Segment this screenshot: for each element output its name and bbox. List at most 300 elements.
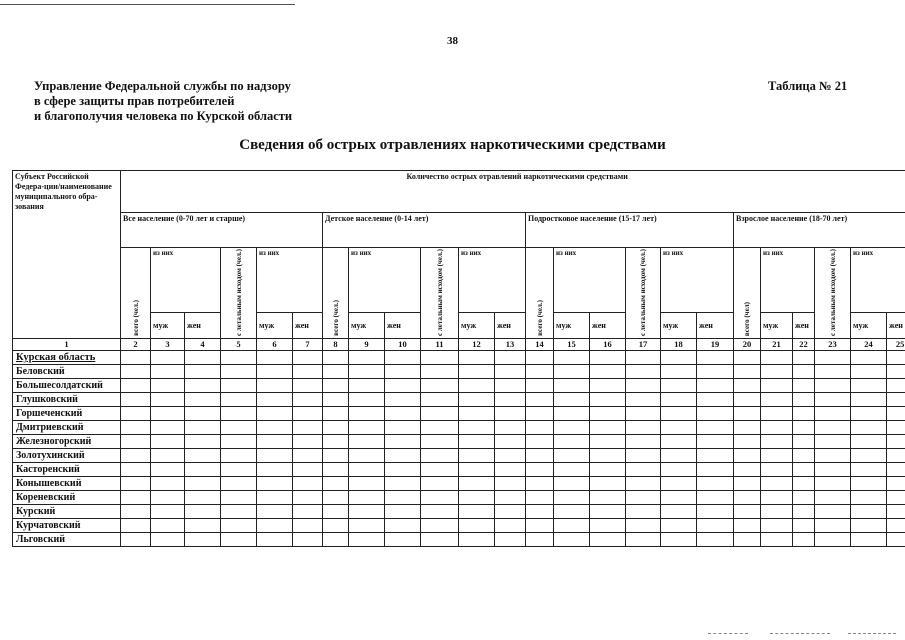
table-cell[interactable] (590, 365, 626, 379)
table-cell[interactable] (697, 449, 734, 463)
table-cell[interactable] (793, 393, 815, 407)
table-cell[interactable] (851, 407, 887, 421)
table-cell[interactable] (459, 393, 495, 407)
table-cell[interactable] (661, 491, 697, 505)
table-cell[interactable] (590, 379, 626, 393)
table-cell[interactable] (151, 393, 185, 407)
table-cell[interactable] (185, 365, 221, 379)
table-cell[interactable] (697, 477, 734, 491)
table-cell[interactable] (734, 477, 761, 491)
table-cell[interactable] (185, 421, 221, 435)
table-cell[interactable] (323, 379, 349, 393)
table-cell[interactable] (626, 393, 661, 407)
table-cell[interactable] (697, 435, 734, 449)
table-cell[interactable] (323, 533, 349, 547)
table-cell[interactable] (421, 449, 459, 463)
table-cell[interactable] (661, 407, 697, 421)
table-cell[interactable] (887, 379, 905, 393)
table-cell[interactable] (526, 435, 554, 449)
table-cell[interactable] (554, 449, 590, 463)
table-cell[interactable] (293, 463, 323, 477)
table-cell[interactable] (385, 365, 421, 379)
table-cell[interactable] (761, 477, 793, 491)
table-cell[interactable] (293, 533, 323, 547)
table-cell[interactable] (257, 533, 293, 547)
table-cell[interactable] (793, 449, 815, 463)
table-cell[interactable] (697, 505, 734, 519)
table-cell[interactable] (293, 505, 323, 519)
table-cell[interactable] (257, 505, 293, 519)
table-cell[interactable] (293, 449, 323, 463)
table-cell[interactable] (323, 505, 349, 519)
table-cell[interactable] (815, 505, 851, 519)
table-cell[interactable] (257, 421, 293, 435)
table-cell[interactable] (421, 379, 459, 393)
table-cell[interactable] (697, 407, 734, 421)
table-cell[interactable] (349, 533, 385, 547)
table-cell[interactable] (793, 435, 815, 449)
table-cell[interactable] (257, 407, 293, 421)
table-cell[interactable] (526, 393, 554, 407)
table-cell[interactable] (151, 421, 185, 435)
table-cell[interactable] (697, 491, 734, 505)
table-cell[interactable] (185, 449, 221, 463)
table-cell[interactable] (815, 477, 851, 491)
table-cell[interactable] (661, 351, 697, 365)
table-cell[interactable] (590, 421, 626, 435)
table-cell[interactable] (887, 421, 905, 435)
table-cell[interactable] (734, 533, 761, 547)
table-cell[interactable] (590, 477, 626, 491)
table-cell[interactable] (815, 533, 851, 547)
table-cell[interactable] (761, 519, 793, 533)
table-cell[interactable] (151, 505, 185, 519)
table-cell[interactable] (121, 505, 151, 519)
table-cell[interactable] (526, 407, 554, 421)
table-cell[interactable] (554, 351, 590, 365)
table-cell[interactable] (851, 421, 887, 435)
table-cell[interactable] (793, 463, 815, 477)
table-cell[interactable] (185, 505, 221, 519)
table-cell[interactable] (697, 463, 734, 477)
table-cell[interactable] (661, 533, 697, 547)
table-cell[interactable] (349, 351, 385, 365)
table-cell[interactable] (293, 393, 323, 407)
table-cell[interactable] (459, 505, 495, 519)
table-cell[interactable] (887, 393, 905, 407)
table-cell[interactable] (185, 379, 221, 393)
table-cell[interactable] (151, 435, 185, 449)
table-cell[interactable] (323, 519, 349, 533)
table-cell[interactable] (257, 435, 293, 449)
table-cell[interactable] (151, 477, 185, 491)
table-cell[interactable] (590, 351, 626, 365)
table-cell[interactable] (887, 519, 905, 533)
table-cell[interactable] (459, 491, 495, 505)
table-cell[interactable] (554, 477, 590, 491)
table-cell[interactable] (151, 533, 185, 547)
table-cell[interactable] (495, 365, 526, 379)
table-cell[interactable] (385, 393, 421, 407)
table-cell[interactable] (221, 491, 257, 505)
table-cell[interactable] (421, 519, 459, 533)
table-cell[interactable] (851, 505, 887, 519)
table-cell[interactable] (815, 421, 851, 435)
table-cell[interactable] (323, 393, 349, 407)
table-cell[interactable] (459, 351, 495, 365)
table-cell[interactable] (554, 393, 590, 407)
table-cell[interactable] (626, 421, 661, 435)
table-cell[interactable] (554, 435, 590, 449)
table-cell[interactable] (323, 421, 349, 435)
table-cell[interactable] (185, 351, 221, 365)
table-cell[interactable] (459, 519, 495, 533)
table-cell[interactable] (851, 393, 887, 407)
table-cell[interactable] (349, 365, 385, 379)
table-cell[interactable] (495, 505, 526, 519)
table-cell[interactable] (815, 491, 851, 505)
table-cell[interactable] (590, 407, 626, 421)
table-cell[interactable] (761, 491, 793, 505)
table-cell[interactable] (385, 533, 421, 547)
table-cell[interactable] (851, 477, 887, 491)
table-cell[interactable] (761, 463, 793, 477)
table-cell[interactable] (293, 421, 323, 435)
table-cell[interactable] (554, 491, 590, 505)
table-cell[interactable] (590, 519, 626, 533)
table-cell[interactable] (459, 463, 495, 477)
table-cell[interactable] (323, 491, 349, 505)
table-cell[interactable] (151, 519, 185, 533)
table-cell[interactable] (526, 477, 554, 491)
table-cell[interactable] (815, 351, 851, 365)
table-cell[interactable] (349, 379, 385, 393)
table-cell[interactable] (590, 463, 626, 477)
table-cell[interactable] (734, 351, 761, 365)
table-cell[interactable] (385, 505, 421, 519)
table-cell[interactable] (257, 393, 293, 407)
table-cell[interactable] (121, 477, 151, 491)
table-cell[interactable] (626, 365, 661, 379)
table-cell[interactable] (697, 421, 734, 435)
table-cell[interactable] (734, 491, 761, 505)
table-cell[interactable] (851, 435, 887, 449)
table-cell[interactable] (661, 463, 697, 477)
table-cell[interactable] (459, 365, 495, 379)
table-cell[interactable] (734, 365, 761, 379)
table-cell[interactable] (697, 519, 734, 533)
table-cell[interactable] (761, 407, 793, 421)
table-cell[interactable] (121, 533, 151, 547)
table-cell[interactable] (151, 463, 185, 477)
table-cell[interactable] (590, 449, 626, 463)
table-cell[interactable] (293, 491, 323, 505)
table-cell[interactable] (590, 393, 626, 407)
table-cell[interactable] (221, 505, 257, 519)
table-cell[interactable] (121, 365, 151, 379)
table-cell[interactable] (554, 463, 590, 477)
table-cell[interactable] (421, 477, 459, 491)
table-cell[interactable] (257, 351, 293, 365)
table-cell[interactable] (554, 407, 590, 421)
table-cell[interactable] (185, 519, 221, 533)
table-cell[interactable] (323, 449, 349, 463)
table-cell[interactable] (385, 421, 421, 435)
table-cell[interactable] (815, 365, 851, 379)
table-cell[interactable] (554, 519, 590, 533)
table-cell[interactable] (121, 407, 151, 421)
table-cell[interactable] (590, 435, 626, 449)
table-cell[interactable] (761, 365, 793, 379)
table-cell[interactable] (349, 477, 385, 491)
table-cell[interactable] (626, 463, 661, 477)
table-cell[interactable] (185, 491, 221, 505)
table-cell[interactable] (495, 393, 526, 407)
table-cell[interactable] (185, 477, 221, 491)
table-cell[interactable] (887, 491, 905, 505)
table-cell[interactable] (459, 407, 495, 421)
table-cell[interactable] (257, 379, 293, 393)
table-cell[interactable] (626, 379, 661, 393)
table-cell[interactable] (385, 477, 421, 491)
table-cell[interactable] (626, 407, 661, 421)
table-cell[interactable] (121, 519, 151, 533)
table-cell[interactable] (421, 491, 459, 505)
table-cell[interactable] (385, 351, 421, 365)
table-cell[interactable] (526, 421, 554, 435)
table-cell[interactable] (385, 463, 421, 477)
table-cell[interactable] (323, 463, 349, 477)
table-cell[interactable] (121, 491, 151, 505)
table-cell[interactable] (221, 519, 257, 533)
table-cell[interactable] (495, 435, 526, 449)
table-cell[interactable] (121, 393, 151, 407)
table-cell[interactable] (495, 491, 526, 505)
table-cell[interactable] (815, 393, 851, 407)
table-cell[interactable] (385, 519, 421, 533)
table-cell[interactable] (887, 407, 905, 421)
table-cell[interactable] (185, 533, 221, 547)
table-cell[interactable] (293, 477, 323, 491)
table-cell[interactable] (793, 351, 815, 365)
table-cell[interactable] (793, 407, 815, 421)
table-cell[interactable] (815, 519, 851, 533)
table-cell[interactable] (151, 365, 185, 379)
table-cell[interactable] (554, 505, 590, 519)
table-cell[interactable] (349, 505, 385, 519)
table-cell[interactable] (293, 365, 323, 379)
table-cell[interactable] (526, 365, 554, 379)
table-cell[interactable] (526, 379, 554, 393)
table-cell[interactable] (793, 421, 815, 435)
table-cell[interactable] (185, 435, 221, 449)
table-cell[interactable] (185, 463, 221, 477)
table-cell[interactable] (421, 421, 459, 435)
table-cell[interactable] (526, 505, 554, 519)
table-cell[interactable] (887, 477, 905, 491)
table-cell[interactable] (887, 351, 905, 365)
table-cell[interactable] (221, 407, 257, 421)
table-cell[interactable] (761, 449, 793, 463)
table-cell[interactable] (661, 421, 697, 435)
table-cell[interactable] (495, 421, 526, 435)
table-cell[interactable] (851, 519, 887, 533)
table-cell[interactable] (793, 365, 815, 379)
table-cell[interactable] (323, 365, 349, 379)
table-cell[interactable] (323, 407, 349, 421)
table-cell[interactable] (421, 393, 459, 407)
table-cell[interactable] (626, 533, 661, 547)
table-cell[interactable] (349, 463, 385, 477)
table-cell[interactable] (421, 435, 459, 449)
table-cell[interactable] (697, 533, 734, 547)
table-cell[interactable] (293, 379, 323, 393)
table-cell[interactable] (349, 519, 385, 533)
table-cell[interactable] (697, 379, 734, 393)
table-cell[interactable] (349, 449, 385, 463)
table-cell[interactable] (734, 435, 761, 449)
table-cell[interactable] (761, 435, 793, 449)
table-cell[interactable] (661, 393, 697, 407)
table-cell[interactable] (626, 505, 661, 519)
table-cell[interactable] (661, 379, 697, 393)
table-cell[interactable] (526, 491, 554, 505)
table-cell[interactable] (221, 533, 257, 547)
table-cell[interactable] (661, 505, 697, 519)
table-cell[interactable] (349, 393, 385, 407)
table-cell[interactable] (554, 421, 590, 435)
table-cell[interactable] (626, 477, 661, 491)
table-cell[interactable] (323, 351, 349, 365)
table-cell[interactable] (626, 435, 661, 449)
table-cell[interactable] (793, 379, 815, 393)
table-cell[interactable] (887, 449, 905, 463)
table-cell[interactable] (257, 491, 293, 505)
table-cell[interactable] (293, 351, 323, 365)
table-cell[interactable] (697, 365, 734, 379)
table-cell[interactable] (221, 393, 257, 407)
table-cell[interactable] (385, 449, 421, 463)
table-cell[interactable] (349, 435, 385, 449)
table-cell[interactable] (734, 519, 761, 533)
table-cell[interactable] (526, 519, 554, 533)
table-cell[interactable] (495, 519, 526, 533)
table-cell[interactable] (815, 435, 851, 449)
table-cell[interactable] (421, 533, 459, 547)
table-cell[interactable] (495, 379, 526, 393)
table-cell[interactable] (526, 463, 554, 477)
table-cell[interactable] (734, 449, 761, 463)
table-cell[interactable] (495, 407, 526, 421)
table-cell[interactable] (151, 351, 185, 365)
table-cell[interactable] (459, 533, 495, 547)
table-cell[interactable] (495, 533, 526, 547)
table-cell[interactable] (221, 463, 257, 477)
table-cell[interactable] (761, 393, 793, 407)
table-cell[interactable] (590, 505, 626, 519)
table-cell[interactable] (385, 379, 421, 393)
table-cell[interactable] (761, 421, 793, 435)
table-cell[interactable] (421, 351, 459, 365)
table-cell[interactable] (793, 505, 815, 519)
table-cell[interactable] (761, 533, 793, 547)
table-cell[interactable] (761, 505, 793, 519)
table-cell[interactable] (421, 463, 459, 477)
table-cell[interactable] (815, 463, 851, 477)
table-cell[interactable] (734, 505, 761, 519)
table-cell[interactable] (526, 533, 554, 547)
table-cell[interactable] (526, 449, 554, 463)
table-cell[interactable] (734, 421, 761, 435)
table-cell[interactable] (554, 365, 590, 379)
table-cell[interactable] (590, 491, 626, 505)
table-cell[interactable] (121, 421, 151, 435)
table-cell[interactable] (761, 379, 793, 393)
table-cell[interactable] (734, 463, 761, 477)
table-cell[interactable] (257, 477, 293, 491)
table-cell[interactable] (221, 477, 257, 491)
table-cell[interactable] (626, 351, 661, 365)
table-cell[interactable] (421, 365, 459, 379)
table-cell[interactable] (459, 379, 495, 393)
table-cell[interactable] (349, 407, 385, 421)
table-cell[interactable] (887, 365, 905, 379)
table-cell[interactable] (590, 533, 626, 547)
table-cell[interactable] (459, 477, 495, 491)
table-cell[interactable] (349, 491, 385, 505)
table-cell[interactable] (761, 351, 793, 365)
table-cell[interactable] (661, 477, 697, 491)
table-cell[interactable] (626, 519, 661, 533)
table-cell[interactable] (851, 533, 887, 547)
table-cell[interactable] (221, 435, 257, 449)
table-cell[interactable] (734, 379, 761, 393)
table-cell[interactable] (221, 421, 257, 435)
table-cell[interactable] (185, 407, 221, 421)
table-cell[interactable] (349, 421, 385, 435)
table-cell[interactable] (221, 379, 257, 393)
table-cell[interactable] (851, 351, 887, 365)
table-cell[interactable] (293, 407, 323, 421)
table-cell[interactable] (293, 435, 323, 449)
table-cell[interactable] (697, 351, 734, 365)
table-cell[interactable] (661, 519, 697, 533)
table-cell[interactable] (421, 407, 459, 421)
table-cell[interactable] (793, 533, 815, 547)
table-cell[interactable] (734, 393, 761, 407)
table-cell[interactable] (887, 435, 905, 449)
table-cell[interactable] (851, 491, 887, 505)
table-cell[interactable] (323, 435, 349, 449)
table-cell[interactable] (815, 407, 851, 421)
table-cell[interactable] (459, 449, 495, 463)
table-cell[interactable] (121, 379, 151, 393)
table-cell[interactable] (257, 519, 293, 533)
table-cell[interactable] (697, 393, 734, 407)
table-cell[interactable] (887, 533, 905, 547)
table-cell[interactable] (459, 435, 495, 449)
table-cell[interactable] (121, 435, 151, 449)
table-cell[interactable] (385, 491, 421, 505)
table-cell[interactable] (151, 407, 185, 421)
table-cell[interactable] (793, 519, 815, 533)
table-cell[interactable] (323, 477, 349, 491)
table-cell[interactable] (851, 379, 887, 393)
table-cell[interactable] (185, 393, 221, 407)
table-cell[interactable] (221, 365, 257, 379)
table-cell[interactable] (626, 491, 661, 505)
table-cell[interactable] (221, 449, 257, 463)
